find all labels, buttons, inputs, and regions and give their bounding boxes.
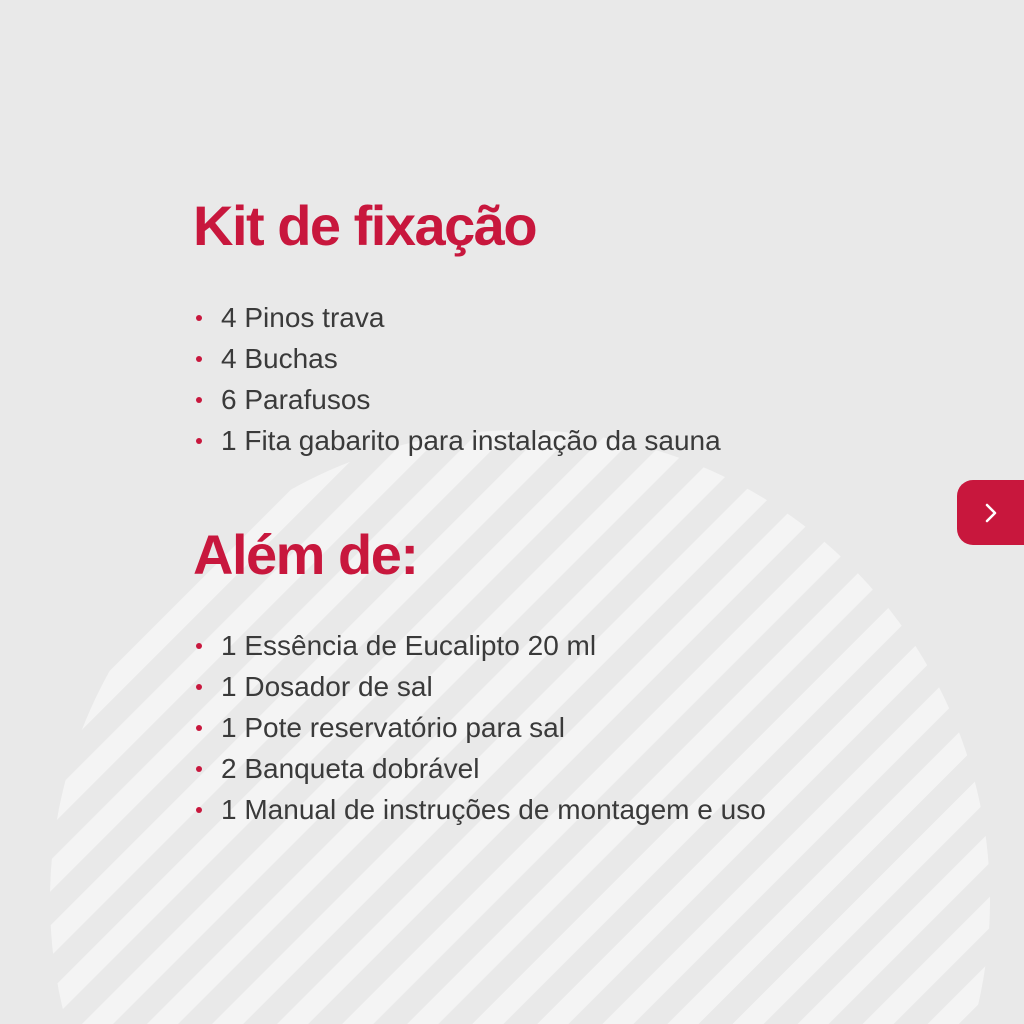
bullet-icon <box>196 438 202 444</box>
list-item <box>193 297 721 338</box>
bullet-icon <box>196 643 202 649</box>
bullet-icon <box>196 807 202 813</box>
bullet-icon <box>196 684 202 690</box>
list-item <box>193 625 766 666</box>
list-item-text: 4 Buchas <box>221 343 338 374</box>
list-item <box>193 379 721 420</box>
list-item-text: 4 Pinos trava <box>221 302 385 333</box>
extras-items-list <box>193 625 766 830</box>
section-heading-kit-de-fixacao: Kit de fixação <box>193 194 537 257</box>
list-item <box>193 338 721 379</box>
list-item <box>193 707 766 748</box>
list-item-text: 2 Banqueta dobrável <box>221 753 480 784</box>
list-item-text: 1 Dosador de sal <box>221 671 433 702</box>
bullet-icon <box>196 725 202 731</box>
list-item-text: 6 Parafusos <box>221 384 371 415</box>
section-heading-alem-de: Além de: <box>193 523 418 586</box>
list-item-text: 1 Pote reservatório para sal <box>221 712 565 743</box>
list-item-text: 1 Manual de instruções de montagem e uso <box>221 794 766 825</box>
list-item-text: 1 Fita gabarito para instalação da sauna <box>221 425 721 456</box>
kit-items-list <box>193 297 721 461</box>
list-item <box>193 666 766 707</box>
list-item-text: 1 Essência de Eucalipto 20 ml <box>221 630 597 661</box>
next-slide-button[interactable] <box>957 480 1024 545</box>
list-item <box>193 420 721 461</box>
chevron-right-icon <box>983 501 999 525</box>
bullet-icon <box>196 766 202 772</box>
bullet-icon <box>196 397 202 403</box>
bullet-icon <box>196 356 202 362</box>
bullet-icon <box>196 315 202 321</box>
list-item <box>193 789 766 830</box>
list-item <box>193 748 766 789</box>
